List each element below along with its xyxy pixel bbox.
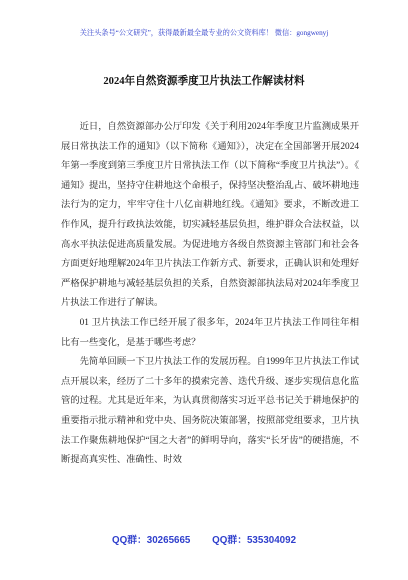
paragraph-question-01: 01 卫片执法工作已经开展了很多年，2024年卫片执法工作同往年相比有一些变化，是基于哪些考虑？	[61, 317, 359, 348]
qq-group-footer: QQ群：30265665 QQ群：535304092	[111, 535, 297, 546]
document-title: 2024年自然资源季度卫片执法工作解读材料	[103, 76, 305, 87]
promo-banner: 关注头条号“公文研究”，获得最新最全最专业的公文资料库！ 微信：gongwenyj	[79, 29, 329, 37]
document-body	[61, 118, 359, 471]
paragraph-intro: 近日，自然资源部办公厅印发《关于利用2024年季度卫片监测成果开展日常执法工作的通知》（以下简称《通知》），决定在全国部署开展2024年第一季度到第三季度卫片日常执法工作（以下简称“季度卫片执法”）。《通知》提出，坚持守住耕地这个命根子，保持坚决整治乱占、破坏耕地违法行为的定力，牢牢守住十八亿亩耕地红线。《通知》要求，不断改进工作作风，提升行政执法效能，切实减轻基层负担，维护群众合法权益，以高水平执法促进高质量发展。为促进地方各级自然资源主管部门和社会各方面更好地理解2024年卫片执法工作新方式、新要求，正确认识和处理好严格保护耕地与减轻基层负担的关系，自然资源部执法局对2024年季度卫片执法工作进行了解读。	[61, 122, 359, 309]
paragraph-answer-history: 先简单回顾一下卫片执法工作的发展历程。自1999年卫片执法工作试点开展以来，经历了二十多年的摸索完善、迭代升级、逐步实现信息化监管的过程。尤其是近年来，为认真贯彻落实习近平总书记关于耕地保护的重要指示批示精神和党中央、国务院决策部署，按照部党组要求，卫片执法工作聚焦耕地保护“国之大者”的鲜明导向，落实“长牙齿”的硬措施，不断提高真实性、准确性、时效	[61, 357, 359, 466]
